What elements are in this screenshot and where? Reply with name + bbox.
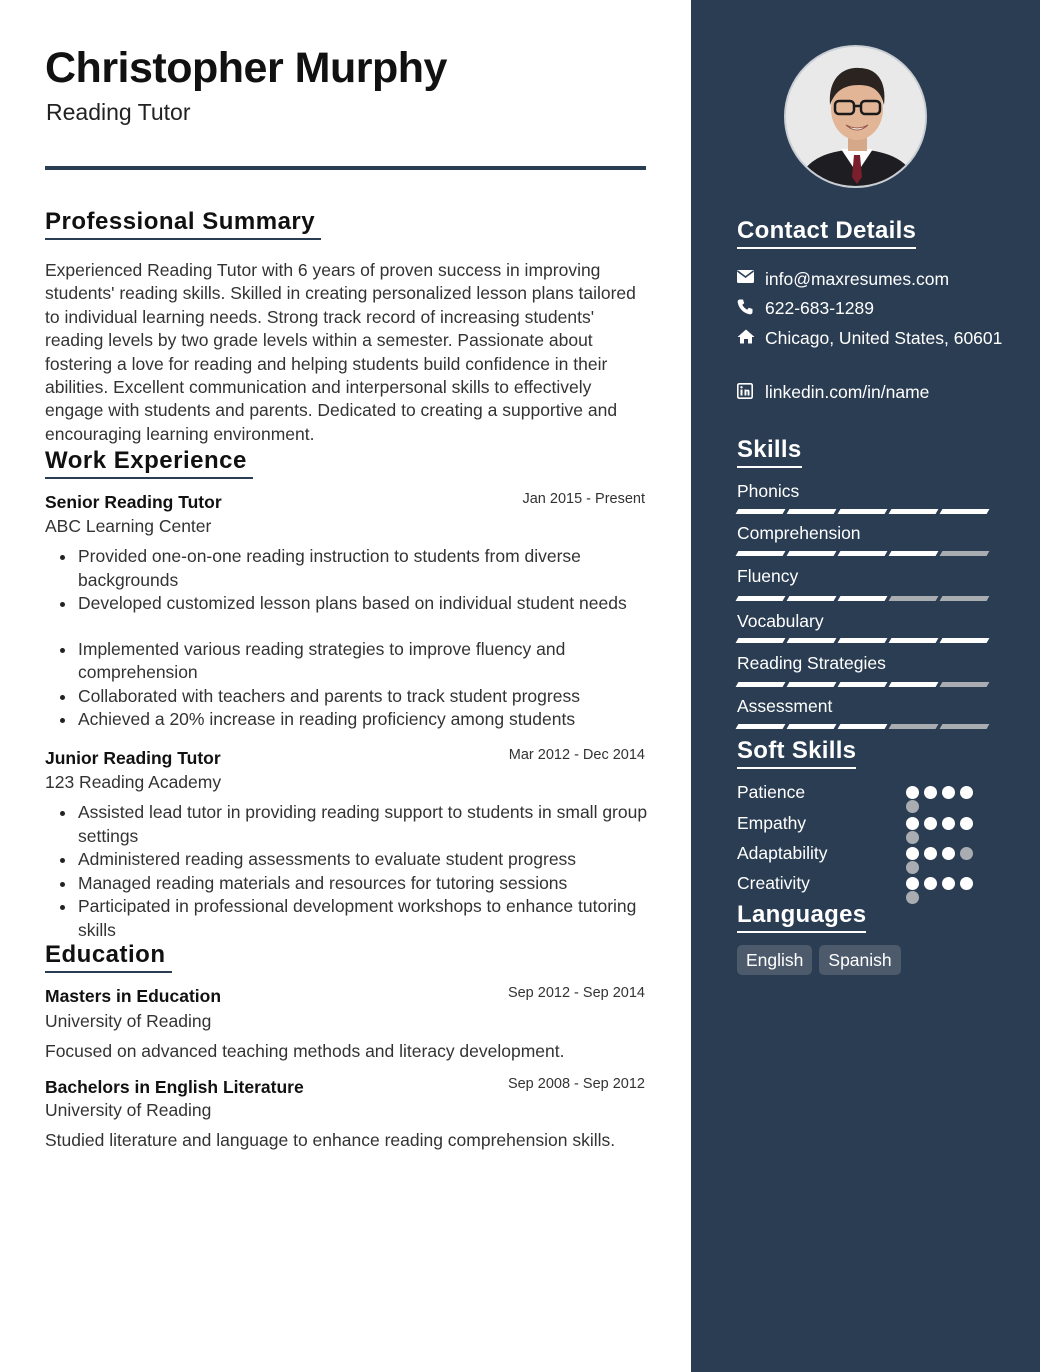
skill-level-segment bbox=[889, 682, 939, 687]
linkedin-icon bbox=[737, 381, 765, 405]
language-tag: Spanish bbox=[819, 945, 900, 975]
skill-level-bar bbox=[737, 596, 988, 601]
job-bullets bbox=[45, 545, 650, 732]
rating-dot bbox=[906, 786, 919, 799]
skill-level-segment bbox=[889, 509, 939, 514]
list-item: Developed customized lesson plans based on individual student needs bbox=[45, 592, 650, 616]
skill-level-bar bbox=[737, 551, 988, 556]
skill-level-segment bbox=[940, 596, 990, 601]
languages-heading: Languages bbox=[737, 901, 866, 933]
job-role: Senior Reading Tutor bbox=[45, 492, 222, 512]
rating-dot bbox=[960, 847, 973, 860]
skill-level-segment bbox=[889, 724, 939, 729]
skill-level-segment bbox=[736, 682, 786, 687]
skill-level-segment bbox=[838, 638, 888, 643]
soft-skill-label: Empathy bbox=[737, 813, 807, 833]
rating-dot bbox=[960, 817, 973, 830]
education-dates: Sep 2012 - Sep 2014 bbox=[507, 985, 645, 1001]
skill-level-segment bbox=[736, 724, 786, 729]
list-item: Assisted lead tutor in providing reading support to students in small group settings bbox=[45, 801, 650, 848]
school-name: University of Reading bbox=[45, 1011, 212, 1031]
contact-phone[interactable] bbox=[737, 297, 1007, 321]
skills-heading: Skills bbox=[737, 436, 802, 468]
skill-level-segment bbox=[889, 638, 939, 643]
school-name: University of Reading bbox=[45, 1100, 212, 1120]
education-description: Studied literature and language to enhance reading comprehension skills. bbox=[45, 1130, 616, 1150]
job-organization: 123 Reading Academy bbox=[45, 772, 222, 792]
soft-skill-label: Patience bbox=[737, 782, 806, 802]
avatar bbox=[784, 45, 927, 188]
skill-level-segment bbox=[940, 638, 990, 643]
rating-dot bbox=[960, 786, 973, 799]
rating-dot bbox=[960, 877, 973, 890]
soft-skill-rating bbox=[906, 877, 973, 890]
skill-level-segment bbox=[838, 551, 888, 556]
envelope-icon bbox=[737, 268, 765, 292]
list-item: Administered reading assessments to evaluate student progress bbox=[45, 848, 650, 872]
skill-level-segment bbox=[889, 596, 939, 601]
linkedin-text: linkedin.com/in/name bbox=[765, 382, 930, 402]
language-tag: English bbox=[737, 945, 812, 975]
soft-skill-label: Creativity bbox=[737, 873, 810, 893]
contact-heading: Contact Details bbox=[737, 217, 916, 249]
rating-dot bbox=[942, 786, 955, 799]
skill-level-segment bbox=[889, 551, 939, 556]
job-title: Reading Tutor bbox=[46, 99, 191, 125]
skill-label: Reading Strategies bbox=[737, 653, 886, 673]
job-dates: Jan 2015 - Present bbox=[522, 491, 645, 507]
skill-level-segment bbox=[838, 724, 888, 729]
skill-label: Vocabulary bbox=[737, 611, 824, 631]
skill-level-segment bbox=[838, 596, 888, 601]
skill-label: Phonics bbox=[737, 481, 800, 501]
skill-level-segment bbox=[940, 724, 990, 729]
contact-email[interactable] bbox=[737, 268, 1007, 292]
rating-dot bbox=[924, 847, 937, 860]
degree-title: Masters in Education bbox=[45, 986, 222, 1006]
education-dates: Sep 2008 - Sep 2012 bbox=[507, 1076, 645, 1092]
job-bullets bbox=[45, 801, 650, 942]
phone-icon bbox=[737, 297, 765, 321]
skill-level-bar bbox=[737, 682, 988, 687]
job-role: Junior Reading Tutor bbox=[45, 748, 221, 768]
summary-text: Experienced Reading Tutor with 6 years of proven success in improving students' reading skills. Skilled in creating personalized lesson plans tailored to individual learning needs. Strong track record of increasing students' reading levels by two grade levels within a semester. Passionate about fostering a love for reading and helping students build confidence in their abilities. Excellent communication and interpersonal skills to effectively engage with students and parents. Dedicated to creating a supportive and encouraging learning environment. bbox=[45, 260, 636, 444]
skill-label: Assessment bbox=[737, 696, 833, 716]
skill-level-segment bbox=[736, 638, 786, 643]
list-item: Achieved a 20% increase in reading proficiency among students bbox=[45, 708, 650, 732]
skill-level-segment bbox=[736, 596, 786, 601]
job-dates: Mar 2012 - Dec 2014 bbox=[508, 747, 645, 763]
sidebar bbox=[691, 0, 1040, 1372]
rating-dot bbox=[906, 817, 919, 830]
skill-label: Comprehension bbox=[737, 523, 861, 543]
soft-skill-rating bbox=[906, 817, 973, 830]
skill-level-segment bbox=[787, 682, 837, 687]
degree-title: Bachelors in English Literature bbox=[45, 1077, 304, 1097]
email-text: info@maxresumes.com bbox=[765, 269, 950, 289]
soft-skill-rating bbox=[906, 847, 973, 860]
rating-dot-overflow bbox=[906, 861, 919, 874]
summary-heading: Professional Summary bbox=[45, 208, 321, 240]
experience-heading: Work Experience bbox=[45, 447, 253, 479]
rating-dot bbox=[906, 847, 919, 860]
soft-skill-rating bbox=[906, 786, 973, 799]
skill-level-segment bbox=[940, 551, 990, 556]
skill-level-bar bbox=[737, 509, 988, 514]
skill-level-segment bbox=[736, 551, 786, 556]
candidate-name: Christopher Murphy bbox=[45, 44, 447, 92]
rating-dot-overflow bbox=[906, 800, 919, 813]
rating-dot bbox=[924, 817, 937, 830]
rating-dot bbox=[942, 817, 955, 830]
skill-label: Fluency bbox=[737, 566, 799, 586]
person-portrait-icon bbox=[786, 47, 927, 188]
rating-dot bbox=[942, 847, 955, 860]
skill-level-segment bbox=[838, 682, 888, 687]
list-item: Collaborated with teachers and parents to track student progress bbox=[45, 685, 650, 709]
languages-list bbox=[737, 945, 901, 975]
contact-linkedin[interactable] bbox=[737, 381, 1007, 405]
rating-dot-overflow bbox=[906, 891, 919, 904]
list-item: Implemented various reading strategies to improve fluency and comprehension bbox=[45, 638, 650, 685]
rating-dot bbox=[924, 877, 937, 890]
skill-level-segment bbox=[787, 596, 837, 601]
skill-level-segment bbox=[940, 509, 990, 514]
address-text: Chicago, United States, 60601 bbox=[765, 328, 1003, 348]
skill-level-segment bbox=[940, 682, 990, 687]
soft-skills-heading: Soft Skills bbox=[737, 737, 856, 769]
header-divider bbox=[45, 166, 646, 170]
education-description: Focused on advanced teaching methods and literacy development. bbox=[45, 1041, 565, 1061]
rating-dot bbox=[906, 877, 919, 890]
skill-level-segment bbox=[787, 509, 837, 514]
education-heading: Education bbox=[45, 941, 172, 973]
rating-dot-overflow bbox=[906, 831, 919, 844]
skill-level-bar bbox=[737, 638, 988, 643]
skill-level-segment bbox=[787, 724, 837, 729]
home-icon bbox=[737, 327, 765, 351]
list-item: Participated in professional development workshops to enhance tutoring skills bbox=[45, 895, 650, 942]
list-item: Provided one-on-one reading instruction to students from diverse backgrounds bbox=[45, 545, 650, 592]
rating-dot bbox=[942, 877, 955, 890]
phone-text: 622-683-1289 bbox=[765, 298, 874, 318]
list-item: Managed reading materials and resources for tutoring sessions bbox=[45, 872, 650, 896]
rating-dot bbox=[924, 786, 937, 799]
soft-skill-label: Adaptability bbox=[737, 843, 828, 863]
skill-level-segment bbox=[736, 509, 786, 514]
skill-level-segment bbox=[838, 509, 888, 514]
skill-level-bar bbox=[737, 724, 988, 729]
job-organization: ABC Learning Center bbox=[45, 516, 212, 536]
skill-level-segment bbox=[787, 551, 837, 556]
contact-address bbox=[737, 327, 1007, 351]
skill-level-segment bbox=[787, 638, 837, 643]
